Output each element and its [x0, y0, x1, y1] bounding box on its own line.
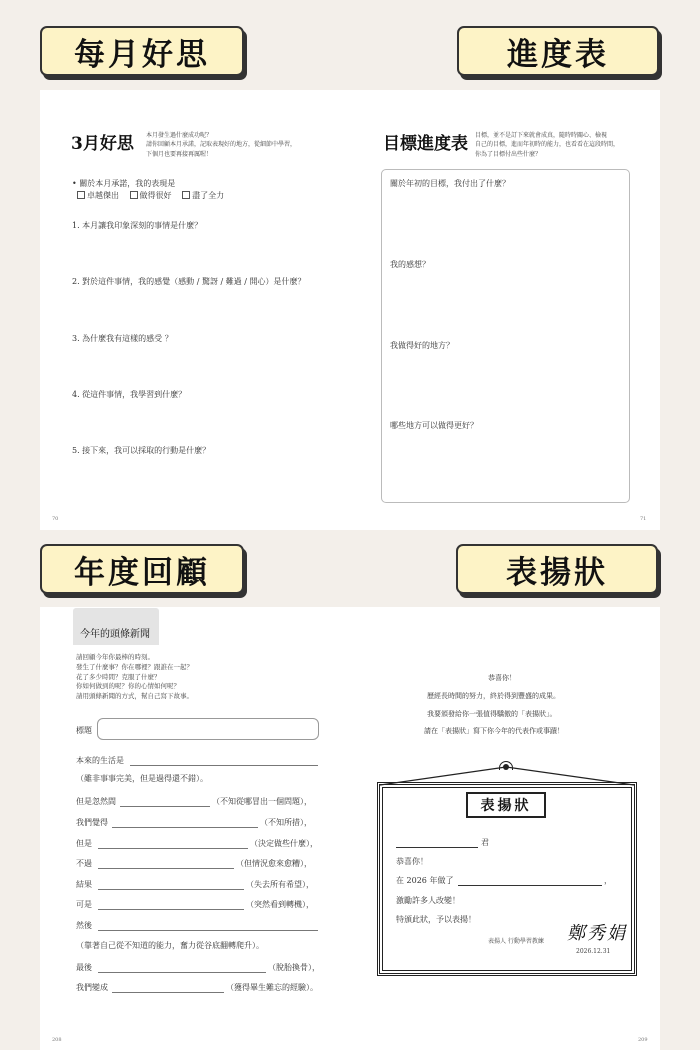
progress-question-1: 關於年初的目標，我付出了什麼？: [390, 179, 510, 188]
line-we-felt: 我們覺得: [76, 818, 108, 827]
progress-label: 進度表: [457, 26, 659, 76]
award-special: 特頒此狀，予以表揚！: [396, 915, 476, 924]
award-intro-1: 恭喜你！: [488, 674, 516, 682]
question-1: 1. 本月讓我印象深刻的事情是什麼？: [72, 221, 203, 230]
progress-intro: 目標，並不是訂下來就會成真，隨時時關心、檢視 自己的目標，進而年初時的能力，也看看在這段時間， 你為了目標付出些什麼？: [475, 132, 620, 158]
news-intro: 請回顧今年你最棒的時刻。 發生了什麼事？你在哪裡？跟誰在一起？ 花了多少時間？克服了什麼？ 你如何做到的呢？你的心情如何呢？ 請用頭條新聞的方式，幫自己寫下故事。: [76, 653, 193, 700]
progress-question-2: 我的感想？: [390, 260, 430, 269]
hint-we-felt: （不知所措），: [260, 818, 312, 827]
annual-review-label: 年度回顧: [40, 544, 244, 594]
achievement-blank[interactable]: [458, 885, 602, 886]
option-good[interactable]: 做得很好: [130, 191, 172, 200]
hint-suddenly: （不知從哪冒出一個問題），: [212, 797, 312, 806]
commit-options: [77, 190, 232, 202]
hint-we-became: （獲得畢生難忘的經驗）。: [226, 983, 318, 992]
award-congrats: 恭喜你！: [396, 857, 428, 866]
hint-but: （決定做些什麼），: [250, 839, 318, 848]
progress-title: 目標進度表: [383, 134, 468, 154]
option-excellent[interactable]: 卓越傑出: [77, 191, 119, 200]
line-suddenly: 但是忽然間: [76, 797, 116, 806]
goal-writing-box[interactable]: [381, 169, 630, 503]
award-label: 表揚狀: [456, 544, 658, 594]
line-self-discovery: （靠著自己從不知道的能力，奮力從谷底翻轉爬升）。: [76, 941, 264, 950]
line-original: 本來的生活是: [76, 756, 124, 765]
page-number: 71: [640, 516, 647, 522]
name-suffix: 君: [481, 838, 489, 847]
line-finally: 最後: [76, 963, 92, 972]
progress-question-3: 我做得好的地方？: [390, 341, 454, 350]
page-number: 208: [52, 1037, 62, 1043]
page-title: 3月好思: [71, 134, 134, 154]
monthly-reflection-label: 每月好思: [40, 26, 244, 76]
option-best-effort[interactable]: 盡了全力: [182, 191, 224, 200]
monthly-progress-spread: [40, 90, 660, 530]
award-year-suffix: ，: [604, 876, 612, 885]
award-intro-2: 歷經長時間的努力，終於得到豐盛的成果。: [427, 692, 560, 700]
annual-award-spread: [40, 607, 660, 1050]
line-yet: 可是: [76, 900, 92, 909]
page-number: 209: [638, 1037, 648, 1043]
question-4: 4. 從這件事情，我學習到什麼？: [72, 390, 187, 399]
progress-question-4: 哪些地方可以做得更好？: [390, 421, 478, 430]
hint-yet: （突然看到轉機），: [246, 900, 314, 909]
hint-however: （但情況愈來愈糟），: [236, 859, 312, 868]
headline-label: 標題: [76, 726, 92, 735]
page-number: 70: [52, 516, 59, 522]
award-banner: 表揚狀: [466, 792, 546, 818]
award-date: 2026.12.31: [576, 948, 611, 955]
checkbox-icon[interactable]: [130, 191, 138, 199]
line-not-perfect: （雖非事事完美，但是過得還不錯）。: [76, 774, 208, 783]
question-3: 3. 為什麼我有這樣的感受 ？: [72, 334, 173, 343]
page-intro: 本月發生過什麼成功呢？ 請你回顧本月承諾，記取表現好的地方，從細節中學習， 下個月也要再接再厲喔！: [146, 132, 297, 158]
frame-hook-icon: [499, 761, 513, 770]
question-5: 5. 接下來，我可以採取的行動是什麼？: [72, 446, 211, 455]
line-however: 不過: [76, 859, 92, 868]
checkbox-icon[interactable]: [182, 191, 190, 199]
line-result: 結果: [76, 880, 92, 889]
award-inspire: 激勵許多人改變！: [396, 896, 460, 905]
award-intro-3: 我要頒發給你一張值得驕傲的「表揚狀」。: [427, 710, 557, 718]
signature: 鄭秀娟: [567, 923, 627, 944]
name-blank[interactable]: [396, 847, 478, 848]
line-then: 然後: [76, 921, 92, 930]
line-we-became: 我們變成: [76, 983, 108, 992]
hint-finally: （脫胎換骨），: [268, 963, 320, 972]
award-year-prefix: 在 2026 年做了: [396, 876, 454, 885]
commit-question: • 關於本月承諾，我的表現是: [72, 179, 176, 188]
line-but: 但是: [76, 839, 92, 848]
question-2: 2. 對於這件事情，我的感覺（感動 / 驚訝 / 難過 / 開心）是什麼？: [72, 277, 306, 286]
award-issuer: 表揚人 行動學習教練: [488, 938, 544, 945]
award-intro-4: 請在「表揚狀」寫下你今年的代表作或事蹟！: [424, 727, 564, 735]
news-title: 今年的頭條新聞: [80, 629, 150, 640]
checkbox-icon[interactable]: [77, 191, 85, 199]
hint-result: （失去所有希望），: [246, 880, 314, 889]
